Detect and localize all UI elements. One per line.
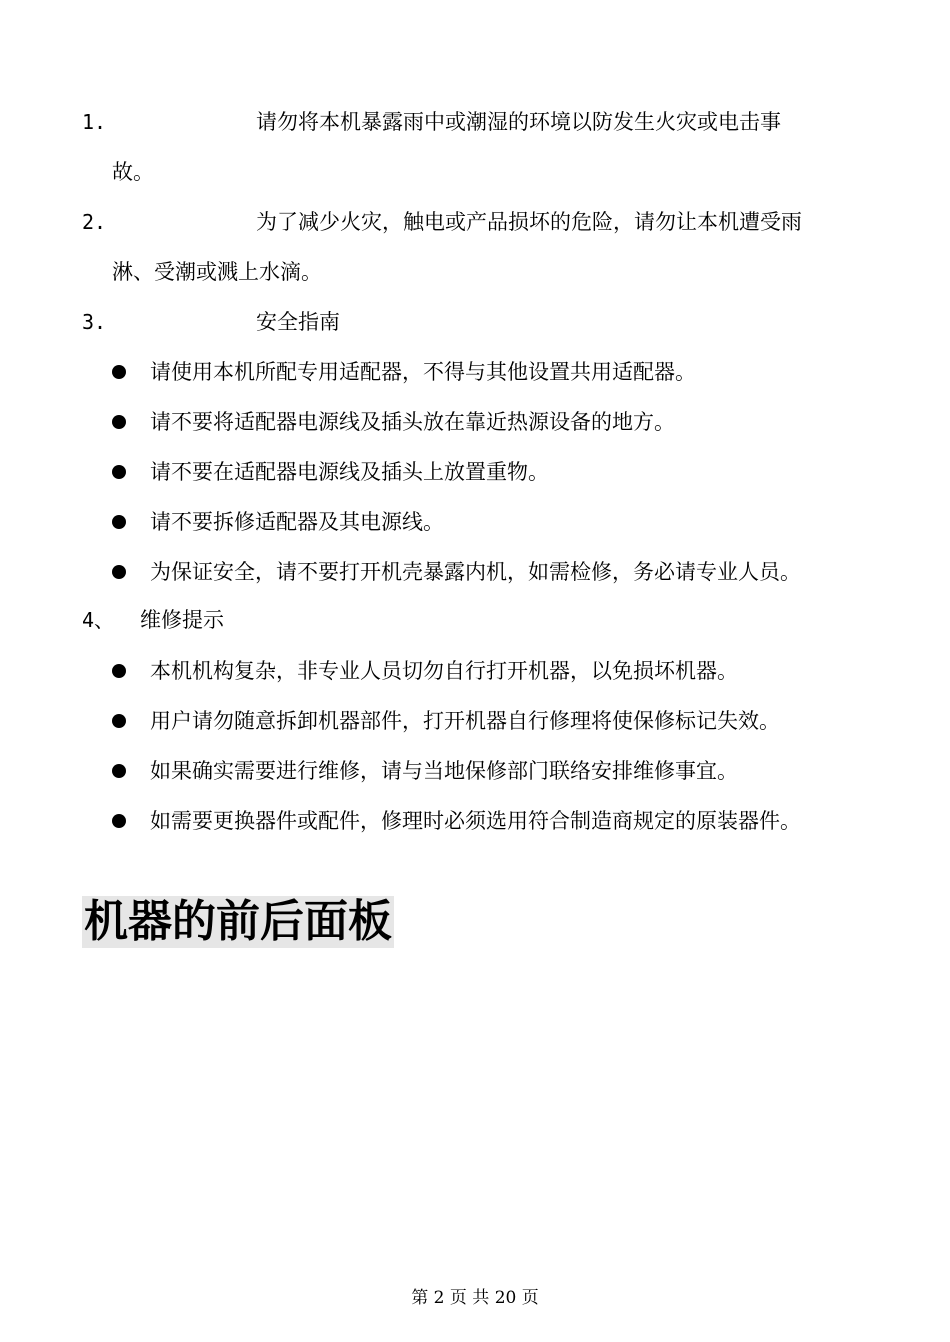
item-text: 为了减少火灾，触电或产品损坏的危险，请勿让本机遭受雨 — [256, 210, 802, 234]
section-title-text: 维修提示 — [140, 608, 224, 632]
list-item: 如需要更换器件或配件，修理时必须选用符合制造商规定的原装器件。 — [112, 806, 912, 856]
maintenance-section-title — [82, 605, 224, 635]
bullet-icon — [112, 664, 126, 678]
item-text: 安全指南 — [256, 310, 340, 334]
numbered-item-2 — [82, 197, 882, 297]
page-footer: 第 2 页 共 20 页 — [411, 1288, 539, 1308]
list-item: 用户请勿随意拆卸机器部件，打开机器自行修理将使保修标记失效。 — [112, 706, 912, 756]
bullet-icon — [112, 365, 126, 379]
bullet-icon — [112, 465, 126, 479]
list-item: 为保证安全，请不要打开机壳暴露内机，如需检修，务必请专业人员。 — [112, 557, 912, 607]
bullet-icon — [112, 714, 126, 728]
list-item: 本机机构复杂，非专业人员切勿自行打开机器，以免损坏机器。 — [112, 656, 912, 706]
list-item: 请使用本机所配专用适配器，不得与其他设置共用适配器。 — [112, 357, 912, 407]
list-item: 请不要将适配器电源线及插头放在靠近热源设备的地方。 — [112, 407, 912, 457]
item-number: 1. — [82, 110, 107, 134]
item-number: 3. — [82, 310, 107, 334]
bullet-icon — [112, 814, 126, 828]
item-text-continuation: 淋、受潮或溅上水滴。 — [112, 260, 322, 284]
numbered-item-3 — [82, 297, 882, 347]
section-number: 4、 — [82, 608, 115, 632]
item-number: 2. — [82, 210, 107, 234]
bullet-icon — [112, 515, 126, 529]
safety-bullet-list — [112, 357, 912, 607]
maintenance-bullet-list — [112, 656, 912, 856]
bullet-icon — [112, 565, 126, 579]
list-item: 请不要拆修适配器及其电源线。 — [112, 507, 912, 557]
list-item: 如果确实需要进行维修，请与当地保修部门联络安排维修事宜。 — [112, 756, 912, 806]
numbered-item-1 — [82, 97, 882, 197]
item-text-continuation: 故。 — [112, 160, 154, 184]
bullet-icon — [112, 415, 126, 429]
bullet-icon — [112, 764, 126, 778]
list-item: 请不要在适配器电源线及插头上放置重物。 — [112, 457, 912, 507]
item-text: 请勿将本机暴露雨中或潮湿的环境以防发生火灾或电击事 — [256, 110, 781, 134]
section-heading: 机器的前后面板 — [84, 896, 392, 947]
